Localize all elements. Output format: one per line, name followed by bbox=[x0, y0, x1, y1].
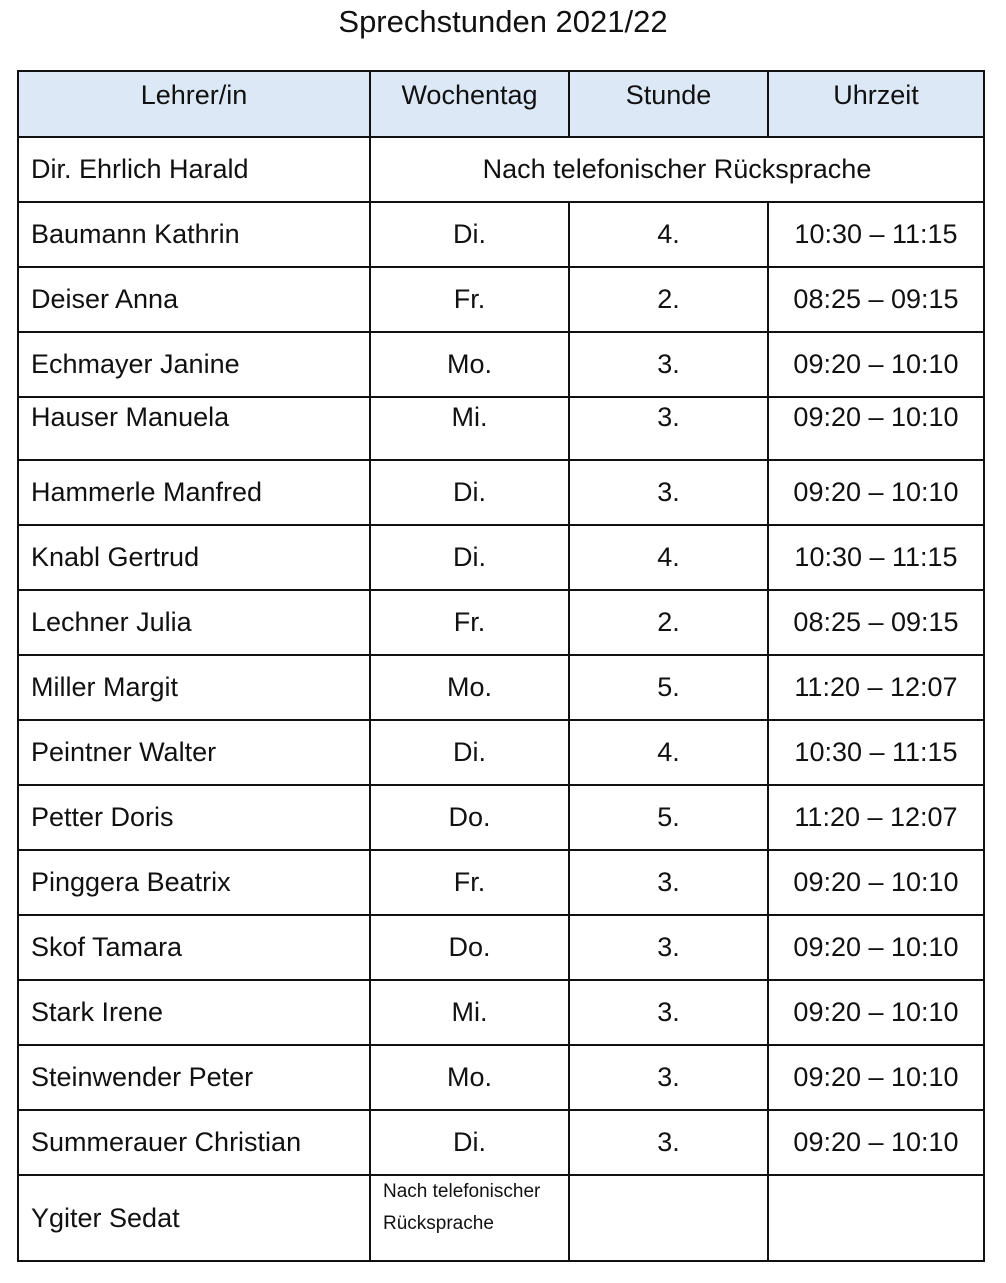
period-cell: 4. bbox=[569, 525, 768, 590]
teacher-name: Peintner Walter bbox=[18, 720, 370, 785]
time-cell: 09:20 – 10:10 bbox=[768, 915, 984, 980]
teacher-name: Baumann Kathrin bbox=[18, 202, 370, 267]
table-header-row bbox=[18, 71, 984, 137]
time-cell: 09:20 – 10:10 bbox=[768, 1110, 984, 1175]
period-cell: 2. bbox=[569, 267, 768, 332]
weekday-cell: Do. bbox=[370, 785, 569, 850]
period-cell: 3. bbox=[569, 332, 768, 397]
teacher-name: Stark Irene bbox=[18, 980, 370, 1045]
time-cell: 08:25 – 09:15 bbox=[768, 590, 984, 655]
table-row-director bbox=[18, 137, 984, 202]
time-cell: 09:20 – 10:10 bbox=[768, 460, 984, 525]
period-cell: 3. bbox=[569, 1110, 768, 1175]
table-row bbox=[18, 1045, 984, 1110]
weekday-cell: Fr. bbox=[370, 850, 569, 915]
teacher-name: Dir. Ehrlich Harald bbox=[18, 137, 370, 202]
weekday-cell: Mi. bbox=[370, 397, 569, 460]
weekday-cell: Mi. bbox=[370, 980, 569, 1045]
contact-note-line-1: Nach telefonischer bbox=[383, 1181, 541, 1202]
teacher-name: Deiser Anna bbox=[18, 267, 370, 332]
weekday-cell: Mo. bbox=[370, 655, 569, 720]
teacher-name: Hammerle Manfred bbox=[18, 460, 370, 525]
table-row bbox=[18, 590, 984, 655]
table-row bbox=[18, 915, 984, 980]
table-row bbox=[18, 850, 984, 915]
teacher-name: Echmayer Janine bbox=[18, 332, 370, 397]
table-row bbox=[18, 720, 984, 785]
teacher-name: Ygiter Sedat bbox=[18, 1175, 370, 1261]
period-cell: 3. bbox=[569, 397, 768, 460]
table-row bbox=[18, 202, 984, 267]
time-cell: 09:20 – 10:10 bbox=[768, 1045, 984, 1110]
weekday-cell: Di. bbox=[370, 720, 569, 785]
teacher-name: Pinggera Beatrix bbox=[18, 850, 370, 915]
header-time: Uhrzeit bbox=[768, 71, 984, 137]
time-cell: 11:20 – 12:07 bbox=[768, 655, 984, 720]
page-title: Sprechstunden 2021/22 bbox=[338, 4, 668, 39]
table-row bbox=[18, 332, 984, 397]
teacher-name: Steinwender Peter bbox=[18, 1045, 370, 1110]
teacher-name: Petter Doris bbox=[18, 785, 370, 850]
teacher-name: Skof Tamara bbox=[18, 915, 370, 980]
time-cell: 09:20 – 10:10 bbox=[768, 980, 984, 1045]
teacher-name: Lechner Julia bbox=[18, 590, 370, 655]
time-cell: 09:20 – 10:10 bbox=[768, 397, 984, 460]
period-cell: 3. bbox=[569, 850, 768, 915]
teacher-name: Hauser Manuela bbox=[18, 397, 370, 460]
period-cell: 4. bbox=[569, 202, 768, 267]
period-cell: 2. bbox=[569, 590, 768, 655]
table-row bbox=[18, 397, 984, 460]
teacher-name: Knabl Gertrud bbox=[18, 525, 370, 590]
table-row bbox=[18, 980, 984, 1045]
teacher-name: Miller Margit bbox=[18, 655, 370, 720]
period-cell: 3. bbox=[569, 915, 768, 980]
header-teacher: Lehrer/in bbox=[18, 71, 370, 137]
weekday-cell: Mo. bbox=[370, 332, 569, 397]
period-cell: 5. bbox=[569, 785, 768, 850]
period-cell: 5. bbox=[569, 655, 768, 720]
period-cell: 3. bbox=[569, 1045, 768, 1110]
time-cell: 11:20 – 12:07 bbox=[768, 785, 984, 850]
weekday-cell: Fr. bbox=[370, 267, 569, 332]
time-cell: 09:20 – 10:10 bbox=[768, 850, 984, 915]
time-cell: 10:30 – 11:15 bbox=[768, 525, 984, 590]
header-weekday: Wochentag bbox=[370, 71, 569, 137]
table-row bbox=[18, 785, 984, 850]
table-row bbox=[18, 525, 984, 590]
weekday-cell: Di. bbox=[370, 202, 569, 267]
office-hours-table bbox=[17, 70, 985, 1262]
contact-note-line-2: Rücksprache bbox=[383, 1213, 494, 1234]
weekday-cell: Di. bbox=[370, 460, 569, 525]
weekday-cell: Mo. bbox=[370, 1045, 569, 1110]
period-cell: 4. bbox=[569, 720, 768, 785]
weekday-cell: Di. bbox=[370, 1110, 569, 1175]
contact-note bbox=[370, 1175, 569, 1261]
table-row bbox=[18, 267, 984, 332]
director-note: Nach telefonischer Rücksprache bbox=[370, 137, 984, 202]
weekday-cell: Di. bbox=[370, 525, 569, 590]
time-cell: 10:30 – 11:15 bbox=[768, 202, 984, 267]
empty-cell bbox=[768, 1175, 984, 1261]
empty-cell bbox=[569, 1175, 768, 1261]
table-row bbox=[18, 1175, 984, 1261]
weekday-cell: Fr. bbox=[370, 590, 569, 655]
period-cell: 3. bbox=[569, 460, 768, 525]
teacher-name: Summerauer Christian bbox=[18, 1110, 370, 1175]
table-row bbox=[18, 460, 984, 525]
table-row bbox=[18, 655, 984, 720]
weekday-cell: Do. bbox=[370, 915, 569, 980]
table-row bbox=[18, 1110, 984, 1175]
period-cell: 3. bbox=[569, 980, 768, 1045]
time-cell: 09:20 – 10:10 bbox=[768, 332, 984, 397]
time-cell: 10:30 – 11:15 bbox=[768, 720, 984, 785]
time-cell: 08:25 – 09:15 bbox=[768, 267, 984, 332]
header-period: Stunde bbox=[569, 71, 768, 137]
